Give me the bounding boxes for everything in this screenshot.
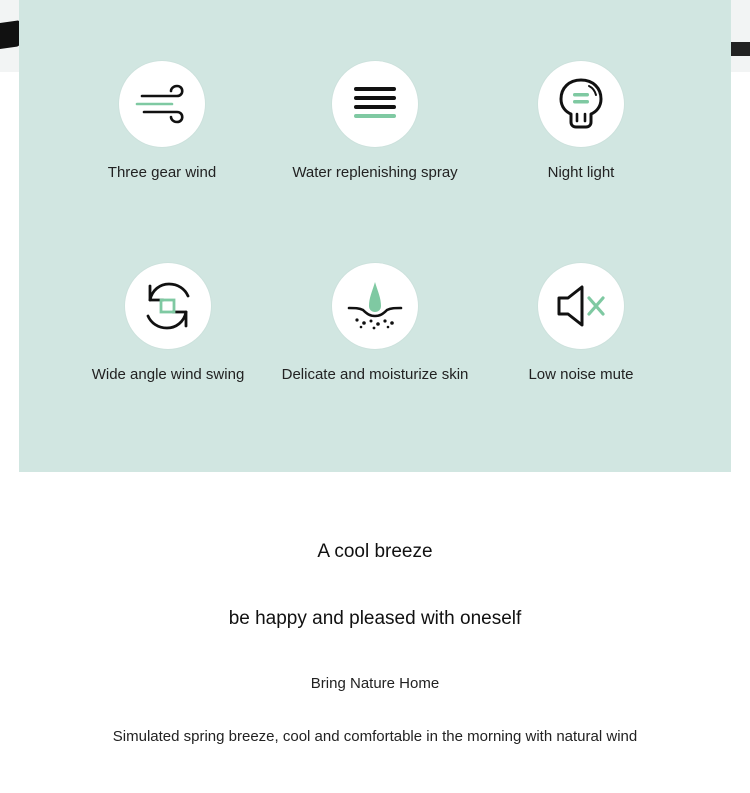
feature-label: Low noise mute bbox=[528, 366, 634, 383]
wind-icon bbox=[119, 61, 205, 147]
spray-lines-icon bbox=[332, 61, 418, 147]
headline: A cool breeze bbox=[317, 541, 433, 562]
feature-night-light bbox=[471, 61, 691, 181]
feature-label: Three gear wind bbox=[107, 164, 217, 181]
tagline: Bring Nature Home bbox=[310, 675, 440, 692]
feature-water-spray bbox=[265, 61, 485, 181]
description: Simulated spring breeze, cool and comfortable in the morning with natural wind bbox=[112, 728, 638, 745]
feature-moisturize-skin bbox=[265, 263, 485, 383]
feature-label: Wide angle wind swing bbox=[91, 366, 245, 383]
feature-label: Night light bbox=[547, 164, 615, 181]
skin-moisture-icon bbox=[332, 263, 418, 349]
feature-wide-angle-swing bbox=[58, 263, 278, 383]
feature-three-gear-wind bbox=[52, 61, 272, 181]
speaker-mute-icon bbox=[538, 263, 624, 349]
feature-panel bbox=[19, 0, 731, 472]
subheadline: be happy and pleased with oneself bbox=[228, 608, 522, 629]
rotate-swing-icon bbox=[125, 263, 211, 349]
feature-label: Water replenishing spray bbox=[292, 164, 458, 181]
background-product-edge-left bbox=[0, 20, 20, 50]
feature-label: Delicate and moisturize skin bbox=[281, 366, 469, 383]
feature-low-noise-mute bbox=[471, 263, 691, 383]
lightbulb-icon bbox=[538, 61, 624, 147]
